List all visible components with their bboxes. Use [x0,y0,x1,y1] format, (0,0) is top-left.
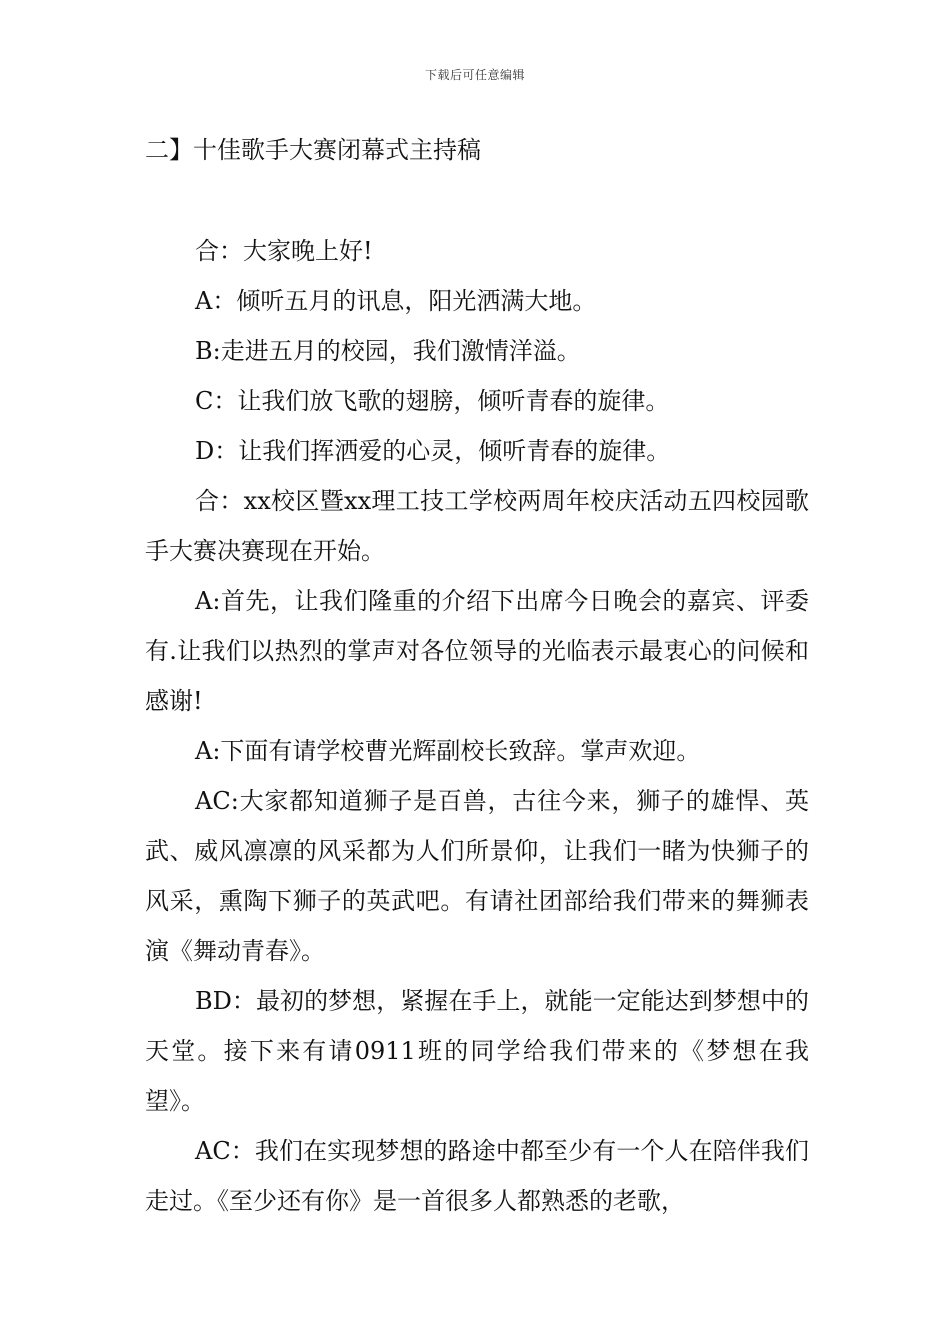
paragraph-7: A:首先，让我们隆重的介绍下出席今日晚会的嘉宾、评委有.让我们以热烈的掌声对各位领导的光临表示最衷心的问候和感谢! [145,587,809,715]
paragraph-3: B:走进五月的校园，我们激情洋溢。 [195,337,581,365]
paragraph-11: AC：我们在实现梦想的路途中都至少有一个人在陪伴我们走过。《至少还有你》是一首很多人都熟悉的老歌， [145,1137,809,1215]
paragraph-10: BD：最初的梦想，紧握在手上，就能一定能达到梦想中的天堂。接下来有请0911班的同学给我们带来的《梦想在我望》。 [145,987,809,1115]
paragraph-8: A:下面有请学校曹光辉副校长致辞。掌声欢迎。 [195,737,701,765]
document-title: 二】十佳歌手大赛闭幕式主持稿 [145,136,481,164]
paragraph-2: A：倾听五月的讯息，阳光洒满大地。 [195,287,597,315]
paragraph-1: 合：大家晚上好! [195,237,373,265]
header-note: 下载后可任意编辑 [424,68,525,82]
paragraph-5: D：让我们挥洒爱的心灵，倾听青春的旋律。 [195,437,671,465]
paragraph-6: 合：xx校区暨xx理工技工学校两周年校庆活动五四校园歌手大赛决赛现在开始。 [145,487,809,565]
document-body [145,226,809,1226]
paragraph-4: C：让我们放飞歌的翅膀，倾听青春的旋律。 [195,387,670,415]
paragraph-9: AC:大家都知道狮子是百兽，古往今来，狮子的雄悍、英武、威风凛凛的风采都为人们所景仰，让我们一睹为快狮子的风采，熏陶下狮子的英武吧。有请社团部给我们带来的舞狮表演《舞动青春》。 [145,787,809,965]
